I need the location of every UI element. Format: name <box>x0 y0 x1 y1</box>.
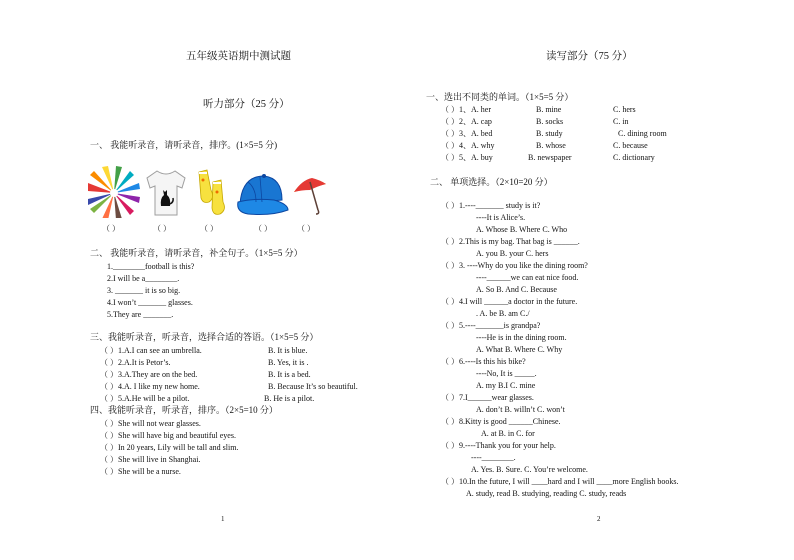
choice-line-25: A. study, read B. studying, reading C. study, reads <box>466 489 627 498</box>
picture-blank-3: （ ） <box>200 224 218 233</box>
answer-option-b-1: B. It is blue. <box>268 346 308 355</box>
choice-line-21: （ ）9.----Thank you for your help. <box>441 441 556 450</box>
choice-line-15: ----No, It is _____. <box>476 369 537 378</box>
choice-line-8: A. So B. And C. Because <box>476 285 557 294</box>
listening-part2-heading: 二、 我能听录音，请听录音，补全句子。（1×5=5 分） <box>90 248 303 258</box>
choice-line-6: （ ）3. ----Why do you like the dining room? <box>441 261 588 270</box>
choice-line-12: ----He is in the dining room. <box>476 333 567 342</box>
odd-one-out-1-b: B. mine <box>536 105 562 114</box>
choice-line-23: A. Yes. B. Sure. C. You’re welcome. <box>471 465 588 474</box>
listening-part3-heading: 三、我能听录音，听录音，选择合适的答语。（1×5=5 分） <box>90 332 319 342</box>
odd-one-out-1: （ ）1、A. her <box>441 105 491 114</box>
choice-line-20: A. at B. in C. for <box>481 429 535 438</box>
answer-option-b-4: B. Because It’s so beautiful. <box>268 382 358 391</box>
choice-line-1: （ ）1.----_______ study is it? <box>441 201 541 210</box>
choice-line-17: （ ）7.I______wear glasses. <box>441 393 534 402</box>
odd-one-out-5-b: B. newspaper <box>528 153 572 162</box>
umbrella-picture <box>290 174 330 216</box>
odd-one-out-3-c: C. dining room <box>618 129 667 138</box>
writing-part1-heading: 一、选出不同类的单词。（1×5=5 分） <box>426 92 574 102</box>
fill-sentence-1: 1.________football is this? <box>107 262 195 271</box>
page-number-1: 1 <box>221 515 225 523</box>
odd-one-out-5-c: C. dictionary <box>613 153 655 162</box>
odd-one-out-3-b: B. study <box>536 129 563 138</box>
choice-line-16: A. my B.I C. mine <box>476 381 536 390</box>
picture-blank-4: （ ） <box>254 224 272 233</box>
odd-one-out-4-b: B. whose <box>536 141 566 150</box>
choice-line-24: （ ）10.In the future, I will ____hard and I will ____more English books. <box>441 477 679 486</box>
answer-question-4: （ ）4.A. I like my new home. <box>100 382 200 391</box>
answer-question-1: （ ）1.A.I can see an umbrella. <box>100 346 202 355</box>
odd-one-out-2: （ ）2、A. cap <box>441 117 492 126</box>
choice-line-5: A. you B. your C. hers <box>476 249 549 258</box>
choice-line-13: A. What B. Where C. Why <box>476 345 563 354</box>
left-page-title: 五年级英语期中测试题 <box>186 51 291 62</box>
listening-part4-heading: 四、我能听录音，听录音，排序。（2×5=10 分） <box>90 405 278 415</box>
picture-blank-5: （ ） <box>297 224 315 233</box>
right-page-title: 读写部分（75 分） <box>546 51 633 62</box>
choice-line-22: ----________. <box>471 453 516 462</box>
choice-line-10: . A. be B. am C./ <box>476 309 530 318</box>
answer-option-b-3: B. It is a bed. <box>268 370 311 379</box>
socks-picture <box>193 168 233 218</box>
crayons-picture <box>87 166 141 218</box>
fill-sentence-2: 2.I will be a________. <box>107 274 180 283</box>
choice-line-3: A. Whose B. Where C. Who <box>476 225 568 234</box>
choice-line-18: A. don’t B. willn’t C. won’t <box>476 405 565 414</box>
order-sentence-3: （ ）In 20 years, Lily will be tall and slim. <box>100 443 239 452</box>
order-sentence-4: （ ）She will live in Shanghai. <box>100 455 201 464</box>
picture-blank-1: （ ） <box>102 224 120 233</box>
odd-one-out-2-c: C. in <box>613 117 629 126</box>
odd-one-out-4: （ ）4、A. why <box>441 141 495 150</box>
answer-question-3: （ ）3.A.They are on the bed. <box>100 370 198 379</box>
fill-sentence-3: 3. _______ it is so big. <box>107 286 181 295</box>
choice-line-11: （ ）5.----_______is grandpa? <box>441 321 541 330</box>
listening-section-title: 听力部分（25 分） <box>203 99 290 110</box>
order-sentence-1: （ ）She will not wear glasses. <box>100 419 201 428</box>
fill-sentence-4: 4.I won’t _______ glasses. <box>107 298 193 307</box>
choice-line-2: ----It is Alice’s. <box>476 213 526 222</box>
answer-question-2: （ ）2.A.It is Petor’s. <box>100 358 171 367</box>
odd-one-out-1-c: C. hers <box>613 105 636 114</box>
choice-line-9: （ ）4.I will ______a doctor in the future. <box>441 297 578 306</box>
fill-sentence-5: 5.They are _______. <box>107 310 174 319</box>
picture-blank-2: （ ） <box>153 224 171 233</box>
choice-line-14: （ ）6.----Is this his bike? <box>441 357 526 366</box>
writing-part2-heading: 二、 单项选择。（2×10=20 分） <box>430 177 553 187</box>
odd-one-out-2-b: B. socks <box>536 117 564 126</box>
odd-one-out-4-c: C. because <box>613 141 648 150</box>
odd-one-out-3: （ ）3、A. bed <box>441 129 493 138</box>
choice-line-7: ----______we can eat nice food. <box>476 273 579 282</box>
choice-line-4: （ ）2.This is my bag. That bag is ______. <box>441 237 580 246</box>
order-sentence-5: （ ）She will be a nurse. <box>100 467 181 476</box>
answer-option-b-5: B. He is a pilot. <box>264 394 315 403</box>
answer-option-b-2: B. Yes, it is . <box>268 358 309 367</box>
listening-part1-heading: 一、 我能听录音，请听录音，排序。(1×5=5 分) <box>90 140 278 150</box>
page-number-2: 2 <box>597 515 601 523</box>
order-sentence-2: （ ）She will have big and beautiful eyes. <box>100 431 236 440</box>
tshirt-picture <box>143 168 189 218</box>
answer-question-5: （ ）5.A.He will be a pilot. <box>100 394 190 403</box>
choice-line-19: （ ）8.Kitty is good ______Chinese. <box>441 417 561 426</box>
odd-one-out-5: （ ）5、A. buy <box>441 153 493 162</box>
cap-picture <box>234 170 290 220</box>
